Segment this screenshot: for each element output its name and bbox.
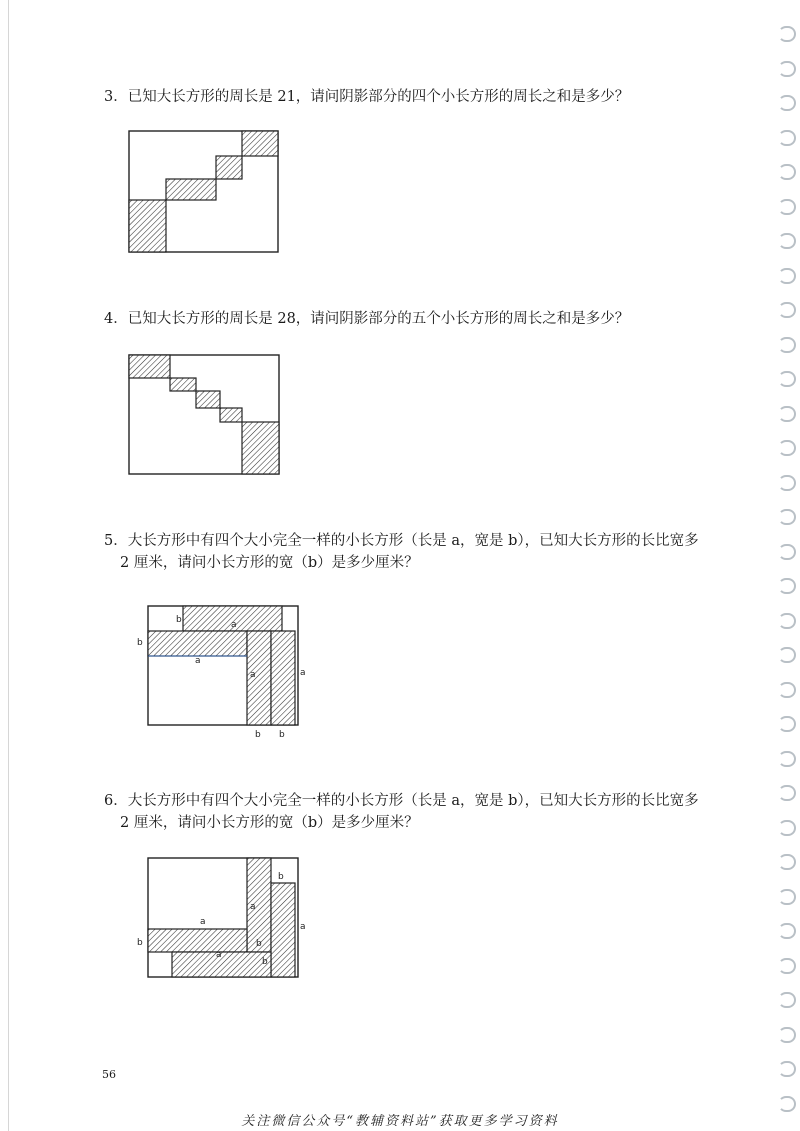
figure-6-vertical-rect-2 (271, 883, 295, 977)
figure-5-label-a-middle: a (195, 656, 201, 666)
figure-4-shaded-rect-5 (242, 422, 279, 474)
figure-5-middle-rect (148, 631, 247, 656)
question-6-text: 大长方形中有四个大小完全一样的小长方形（长是 a，宽是 b），已知大长方形的长比宽多 (127, 793, 699, 809)
binding-ring (778, 130, 796, 146)
binding-ring (778, 199, 796, 215)
figure-3-shaded-rect-3 (216, 156, 242, 179)
figure-5-label-a-top: a (231, 620, 237, 630)
figure-3-shaded-rect-1 (129, 200, 166, 252)
figure-6-label-b-middle: b (256, 939, 262, 949)
figure-6-label-a-vertical: a (250, 902, 256, 912)
question-5-number: 5． (104, 533, 128, 549)
figure-3-shaded-rect-4 (242, 131, 278, 156)
figure-6 (130, 852, 320, 987)
page-number: 56 (102, 1068, 116, 1081)
footer-note: 关注微信公众号“教辅资料站”获取更多学习资料 (241, 1114, 559, 1129)
figure-5-label-b-left: b (137, 638, 143, 648)
figure-5-label-b-bottom-1: b (255, 730, 261, 740)
figure-4-shaded-rect-2 (170, 378, 196, 391)
binding-ring (778, 302, 796, 318)
binding-ring (778, 544, 796, 560)
binding-ring (778, 61, 796, 77)
figure-4-shaded-rect-1 (129, 355, 170, 378)
question-5 (104, 530, 744, 574)
binding-ring (778, 268, 796, 284)
question-4-text: 已知大长方形的周长是 28，请问阴影部分的五个小长方形的周长之和是多少？ (127, 311, 630, 327)
binding-ring (778, 992, 796, 1008)
binding-ring (778, 854, 796, 870)
figure-6-label-a-right: a (300, 922, 306, 932)
binding-ring (778, 1027, 796, 1043)
figure-4 (128, 354, 288, 479)
figure-4-shaded-rect-4 (220, 408, 242, 422)
question-5-text: 大长方形中有四个大小完全一样的小长方形（长是 a，宽是 b），已知大长方形的长比宽多 (127, 533, 699, 549)
figure-6-horizontal-rect-1 (148, 929, 247, 952)
binding-ring (778, 716, 796, 732)
question-4-number: 4． (104, 311, 128, 327)
binding-ring (778, 820, 796, 836)
binding-ring (778, 406, 796, 422)
binding-ring (778, 1061, 796, 1077)
question-4 (104, 308, 744, 330)
binding-ring (778, 475, 796, 491)
figure-4-shaded-rect-3 (196, 391, 220, 408)
binding-ring (778, 751, 796, 767)
spiral-binding (772, 18, 798, 1128)
figure-3-shaded-rect-2 (166, 179, 216, 200)
figure-6-label-a-upper: a (200, 917, 206, 927)
binding-ring (778, 440, 796, 456)
binding-ring (778, 647, 796, 663)
figure-6-label-a-lower: a (216, 950, 222, 960)
binding-ring (778, 509, 796, 525)
figure-5-vertical-rect-2 (271, 631, 295, 725)
figure-6-label-b-top: b (278, 872, 284, 882)
binding-ring (778, 26, 796, 42)
question-5-text-line-2: 2 厘米，请问小长方形的宽（b）是多少厘米？ (120, 555, 419, 571)
binding-ring (778, 371, 796, 387)
binding-ring (778, 578, 796, 594)
figure-5-label-a-vertical: a (250, 670, 256, 680)
binding-ring (778, 889, 796, 905)
figure-3 (128, 130, 288, 255)
question-3-number: 3． (104, 89, 128, 105)
binding-ring (778, 958, 796, 974)
question-3-text: 已知大长方形的周长是 21，请问阴影部分的四个小长方形的周长之和是多少？ (127, 89, 630, 105)
figure-6-label-b-left: b (137, 938, 143, 948)
binding-ring (778, 164, 796, 180)
figure-6-label-b-lower: b (262, 957, 268, 967)
binding-ring (778, 233, 796, 249)
question-6-text-line-2: 2 厘米，请问小长方形的宽（b）是多少厘米？ (120, 815, 419, 831)
question-6-number: 6． (104, 793, 128, 809)
page-edge-line (8, 0, 9, 1131)
binding-ring (778, 923, 796, 939)
figure-5 (130, 600, 320, 745)
figure-5-label-b-top: b (176, 615, 182, 625)
binding-ring (778, 682, 796, 698)
binding-ring (778, 95, 796, 111)
binding-ring (778, 613, 796, 629)
figure-5-label-b-bottom-2: b (279, 730, 285, 740)
figure-5-label-a-right: a (300, 668, 306, 678)
question-3 (104, 86, 744, 108)
question-6 (104, 790, 744, 834)
binding-ring (778, 337, 796, 353)
binding-ring (778, 785, 796, 801)
